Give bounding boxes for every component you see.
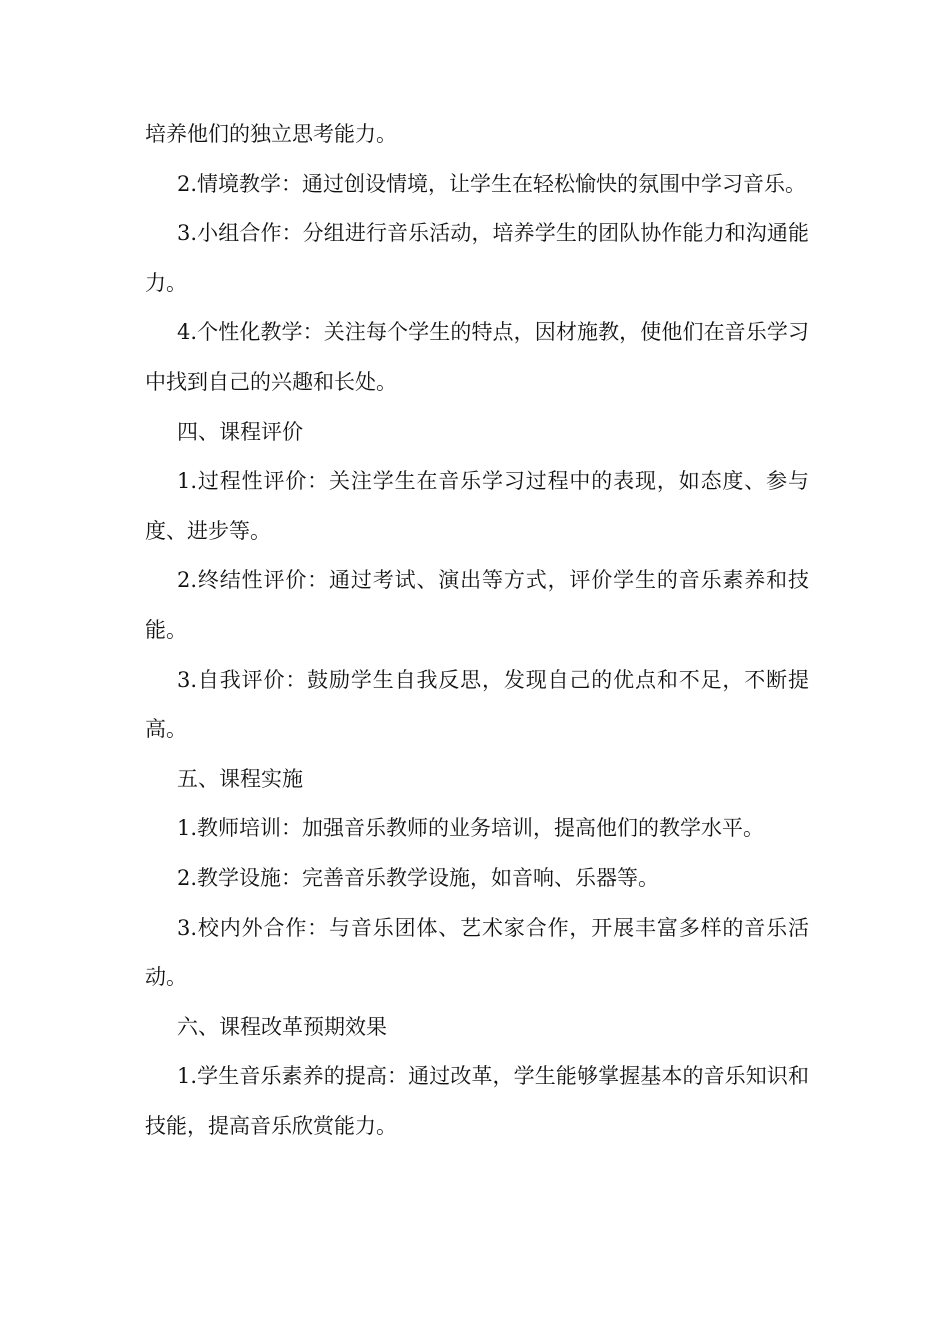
paragraph: 1.教师培训：加强音乐教师的业务培训，提高他们的教学水平。	[177, 816, 765, 841]
paragraph: 3.自我评价：鼓励学生自我反思，发现自己的优点和不足，不断提高。	[145, 667, 809, 742]
paragraph: 2.教学设施：完善音乐教学设施，如音响、乐器等。	[177, 865, 660, 890]
paragraph: 4.个性化教学：关注每个学生的特点，因材施教，使他们在音乐学习中找到自己的兴趣和长处。	[145, 320, 809, 394]
paragraph: 培养他们的独立思考能力。	[145, 122, 397, 146]
paragraph: 3.校内外合作：与音乐团体、艺术家合作，开展丰富多样的音乐活动。	[145, 915, 809, 990]
section-heading: 四、课程评价	[177, 419, 303, 444]
paragraph: 1.过程性评价：关注学生在音乐学习过程中的表现，如态度、参与度、进步等。	[145, 469, 809, 543]
section-heading: 五、课程实施	[177, 766, 303, 791]
paragraph: 1.学生音乐素养的提高：通过改革，学生能够掌握基本的音乐知识和技能，提高音乐欣赏能力。	[145, 1064, 809, 1138]
paragraph: 2.情境教学：通过创设情境，让学生在轻松愉快的氛围中学习音乐。	[177, 171, 807, 196]
paragraph: 3.小组合作：分组进行音乐活动，培养学生的团队协作能力和沟通能力。	[145, 221, 809, 295]
section-heading: 六、课程改革预期效果	[177, 1014, 387, 1039]
document-body	[145, 110, 809, 1151]
paragraph: 2.终结性评价：通过考试、演出等方式，评价学生的音乐素养和技能。	[145, 568, 809, 642]
